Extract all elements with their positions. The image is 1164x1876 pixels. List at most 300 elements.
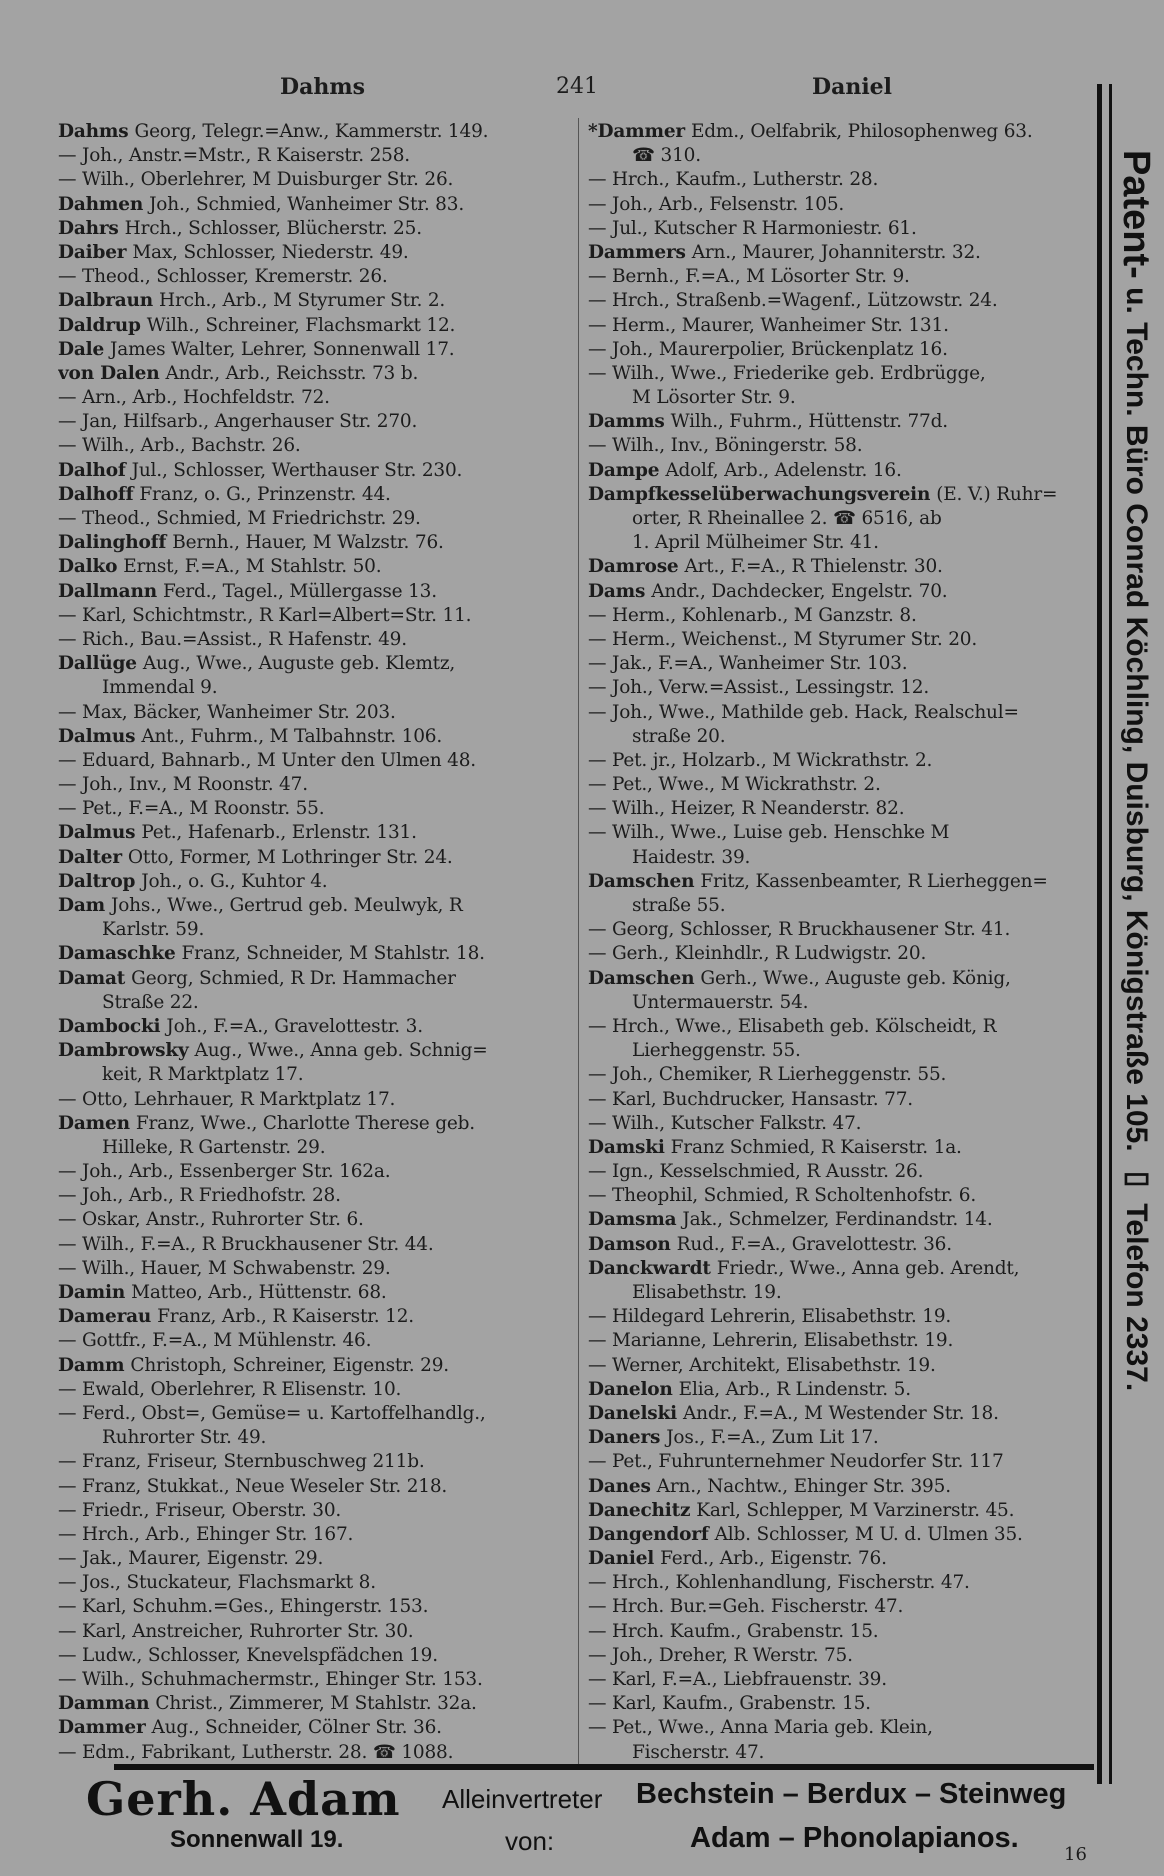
ad-pianos: Adam – Phonolapianos. [690, 1822, 1019, 1854]
entry-surname: Dalko [58, 556, 118, 578]
entry-details: Johs., Wwe., Gertrud geb. Meulwyk, R [111, 895, 463, 916]
directory-entry [588, 555, 1093, 579]
directory-entry-continuation [588, 1644, 1093, 1668]
directory-entry [58, 1015, 568, 1039]
directory-entry-continuation [588, 1716, 1093, 1740]
entry-surname: Damm [58, 1354, 125, 1376]
entry-details: — Ign., Kesselschmied, R Ausstr. 26. [588, 1161, 924, 1183]
directory-entry [58, 314, 568, 338]
entry-details: — Joh., Inv., M Roonstr. 47. [58, 774, 308, 796]
directory-entry-continuation [588, 991, 1093, 1015]
entry-details: Christoph, Schreiner, Eigenstr. 29. [130, 1354, 449, 1376]
entry-details: Otto, Former, M Lothringer Str. 24. [127, 846, 453, 868]
entry-details: Georg, Telegr.=Anw., Kammerstr. 149. [134, 121, 489, 142]
entry-details: Max, Schlosser, Niederstr. 49. [132, 241, 409, 263]
entry-details: Jos., F.=A., Zum Lit 17. [666, 1427, 879, 1449]
directory-entry-continuation [58, 1233, 568, 1257]
entry-details: Rud., F.=A., Gravelottestr. 36. [676, 1233, 952, 1255]
directory-entry-continuation [58, 1475, 568, 1499]
bottom-rule [114, 1764, 1094, 1770]
entry-surname: Dale [58, 338, 105, 360]
side-border-line-thin [1109, 84, 1112, 1784]
directory-entry-continuation [588, 314, 1093, 338]
directory-entry [588, 1426, 1093, 1450]
directory-entry-continuation [588, 265, 1093, 289]
entry-details: Jak., Schmelzer, Ferdinandstr. 14. [682, 1209, 993, 1231]
directory-entry [58, 1305, 568, 1329]
directory-entry-continuation [58, 1184, 568, 1208]
entry-details: — Joh., Arb., R Friedhofstr. 28. [58, 1185, 341, 1207]
entry-details: — Rich., Bau.=Assist., R Hafenstr. 49. [58, 628, 407, 650]
entry-details: 1. April Mülheimer Str. 41. [632, 532, 879, 554]
entry-surname: Damaschke [58, 943, 176, 965]
entry-details: Straße 22. [102, 991, 199, 1013]
directory-entry-continuation [588, 652, 1093, 676]
entry-details: — Wilh., Hauer, M Schwabenstr. 29. [58, 1257, 391, 1279]
directory-entry-continuation [588, 434, 1093, 458]
entry-details: — Herm., Maurer, Wanheimer Str. 131. [588, 314, 949, 336]
directory-entry-continuation [588, 821, 1093, 845]
entry-surname: Damschen [588, 967, 695, 989]
entry-surname: Danckwardt [588, 1257, 711, 1279]
directory-entry [58, 942, 568, 966]
directory-entry-continuation [588, 846, 1093, 870]
directory-entry-continuation [58, 1523, 568, 1547]
entry-details: — Pet. jr., Holzarb., M Wickrathstr. 2. [588, 749, 933, 771]
directory-entry-continuation [58, 1499, 568, 1523]
entry-details: Jul., Schlosser, Werthauser Str. 230. [131, 459, 463, 481]
directory-entry-continuation [58, 1426, 568, 1450]
entry-details: — Joh., Chemiker, R Lierheggenstr. 55. [588, 1064, 947, 1086]
directory-entry [58, 967, 568, 991]
directory-entry-continuation [588, 1063, 1093, 1087]
directory-entry [588, 120, 1093, 144]
entry-details: — Wilh., Oberlehrer, M Duisburger Str. 26. [58, 169, 454, 191]
directory-entry-continuation [58, 1402, 568, 1426]
directory-entry-continuation [588, 144, 1093, 168]
entry-surname: Daldrup [58, 314, 141, 336]
entry-details: Ernst, F.=A., M Stahlstr. 50. [123, 556, 382, 578]
directory-entry-continuation [588, 1595, 1093, 1619]
directory-entry-continuation [58, 628, 568, 652]
entry-details: Joh., F.=A., Gravelottestr. 3. [166, 1015, 423, 1037]
entry-surname: Dalmus [58, 822, 136, 844]
directory-entry-continuation [588, 1329, 1093, 1353]
directory-entry-continuation [588, 1620, 1093, 1644]
entry-details: straße 20. [632, 725, 726, 747]
entry-details: Bernh., Hauer, M Walzstr. 76. [172, 532, 444, 554]
directory-entry-continuation [58, 1257, 568, 1281]
directory-entry [58, 241, 568, 265]
entry-surname: Daiber [58, 241, 127, 263]
entry-surname: Dallüge [58, 653, 137, 675]
directory-entry-continuation [58, 1329, 568, 1353]
entry-details: — Gerh., Kleinhdlr., R Ludwigstr. 20. [588, 943, 927, 965]
directory-entry-continuation [588, 1281, 1093, 1305]
directory-entry [588, 410, 1093, 434]
directory-entry-continuation [58, 144, 568, 168]
entry-details: — Max, Bäcker, Wanheimer Str. 203. [58, 701, 396, 723]
entry-details: — Jos., Stuckateur, Flachsmarkt 8. [58, 1572, 376, 1594]
directory-entry-continuation [588, 1354, 1093, 1378]
directory-entry-continuation [588, 338, 1093, 362]
directory-entry [588, 1523, 1093, 1547]
entry-details: Alb. Schlosser, M U. d. Ulmen 35. [714, 1523, 1023, 1545]
entry-details: — Karl, Schuhm.=Ges., Ehingerstr. 153. [58, 1596, 429, 1618]
directory-entry [588, 870, 1093, 894]
entry-details: M Lösorter Str. 9. [632, 387, 796, 409]
entry-details: Ferd., Tagel., Müllergasse 13. [162, 580, 437, 602]
directory-entry-continuation [588, 797, 1093, 821]
entry-details: — Wilh., Wwe., Luise geb. Henschke M [588, 822, 950, 844]
directory-entry-continuation [58, 1160, 568, 1184]
directory-entry-continuation [588, 168, 1093, 192]
entry-details: — Franz, Friseur, Sternbuschweg 211b. [58, 1451, 425, 1473]
directory-entry-continuation [58, 434, 568, 458]
entry-details: Andr., Arb., Reichsstr. 73 b. [165, 362, 419, 384]
entry-details: — Hrch., Kaufm., Lutherstr. 28. [588, 169, 879, 191]
entry-details: Matteo, Arb., Hüttenstr. 68. [131, 1282, 387, 1303]
entry-details: — Wilh., Kutscher Falkstr. 47. [588, 1112, 862, 1134]
entry-details: — Joh., Anstr.=Mstr., R Kaiserstr. 258. [58, 145, 410, 167]
directory-entry-continuation [58, 1668, 568, 1692]
entry-details: — Karl, Anstreicher, Ruhrorter Str. 30. [58, 1620, 414, 1642]
directory-entry-continuation [58, 265, 568, 289]
directory-entry [588, 241, 1093, 265]
entry-details: — Marianne, Lehrerin, Elisabethstr. 19. [588, 1330, 954, 1352]
entry-details: Franz, o. G., Prinzenstr. 44. [139, 483, 391, 505]
directory-entry [58, 459, 568, 483]
entry-details: (E. V.) Ruhr= [936, 483, 1058, 505]
entry-surname: Dambrowsky [58, 1040, 189, 1062]
entry-details: — Georg, Schlosser, R Bruckhausener Str. 41. [588, 919, 1011, 941]
side-border-line [1097, 84, 1102, 1784]
directory-entry [588, 967, 1093, 991]
entry-details: — Edm., Fabrikant, Lutherstr. 28. ☎ 1088. [58, 1741, 454, 1763]
entry-surname: Dalhoff [58, 483, 134, 505]
entry-surname: Dammers [588, 241, 686, 263]
entry-details: Christ., Zimmerer, M Stahlstr. 32a. [155, 1693, 477, 1715]
directory-entry [588, 1475, 1093, 1499]
directory-entry-continuation [588, 701, 1093, 725]
directory-entry-continuation [588, 918, 1093, 942]
entry-details: — Friedr., Friseur, Oberstr. 30. [58, 1499, 342, 1521]
entry-details: Lierheggenstr. 55. [632, 1040, 801, 1062]
entry-details: Art., F.=A., R Thielenstr. 30. [684, 556, 943, 578]
entry-surname: Damen [58, 1112, 130, 1134]
entry-details: — Pet., Fuhrunternehmer Neudorfer Str. 117 [588, 1451, 1004, 1473]
directory-entry [58, 555, 568, 579]
entry-details: — Wilh., Inv., Böningerstr. 58. [588, 435, 863, 457]
directory-entry-continuation [588, 386, 1093, 410]
entry-details: Aug., Schneider, Cölner Str. 36. [151, 1717, 442, 1739]
entry-details: — Bernh., F.=A., M Lösorter Str. 9. [588, 266, 910, 288]
directory-entry [588, 1257, 1093, 1281]
side-advertisement [1114, 150, 1158, 1710]
entry-details: — Jul., Kutscher R Harmoniestr. 61. [588, 217, 917, 239]
entry-surname: Damerau [58, 1306, 152, 1328]
entry-details: — Herm., Kohlenarb., M Ganzstr. 8. [588, 604, 917, 626]
directory-entry [58, 338, 568, 362]
directory-entry-continuation [58, 1595, 568, 1619]
entry-details: Elisabethstr. 19. [632, 1282, 782, 1303]
directory-entry-continuation [588, 193, 1093, 217]
directory-entry-continuation [58, 410, 568, 434]
entry-surname: Dallmann [58, 580, 157, 602]
entry-details: keit, R Marktplatz 17. [102, 1064, 304, 1086]
entry-surname: Dalhof [58, 459, 126, 481]
directory-entry [588, 459, 1093, 483]
directory-entry-continuation [58, 1547, 568, 1571]
entry-details: — Pet., Wwe., Anna Maria geb. Klein, [588, 1717, 933, 1739]
entry-surname: Dampfkesselüberwachungsverein [588, 483, 931, 505]
directory-entry [58, 1039, 568, 1063]
entry-details: — Pet., F.=A., M Roonstr. 55. [58, 798, 325, 820]
directory-entry-continuation [588, 725, 1093, 749]
entry-details: Hrch., Arb., M Styrumer Str. 2. [159, 290, 446, 312]
directory-entry-continuation [58, 918, 568, 942]
entry-surname: Dalmus [58, 725, 136, 747]
directory-entry-continuation [588, 1692, 1093, 1716]
entry-details: — Otto, Lehrhauer, R Marktplatz 17. [58, 1088, 396, 1110]
entry-details: — Wilh., Heizer, R Neanderstr. 82. [588, 798, 905, 820]
entry-surname: Damson [588, 1233, 671, 1255]
entry-details: Friedr., Wwe., Anna geb. Arendt, [716, 1257, 1020, 1279]
entry-details: Pet., Hafenarb., Erlenstr. 131. [141, 822, 417, 844]
directory-entry [58, 1281, 568, 1305]
footer-signature-number: 16 [1064, 1844, 1087, 1865]
directory-entry-continuation [588, 894, 1093, 918]
entry-details: — Wilh., Arb., Bachstr. 26. [58, 435, 301, 457]
ad-brands: Bechstein – Berdux – Steinweg [636, 1778, 1067, 1810]
directory-entry-continuation [588, 1160, 1093, 1184]
entry-details: — Joh., Dreher, R Werstr. 75. [588, 1644, 853, 1666]
side-ad-patent: Patent- [1115, 150, 1157, 279]
entry-surname: Dalter [58, 846, 122, 868]
entry-surname: Damin [58, 1282, 126, 1303]
directory-entry [588, 1402, 1093, 1426]
directory-entry-continuation [58, 168, 568, 192]
entry-details: — Werner, Architekt, Elisabethstr. 19. [588, 1354, 936, 1376]
directory-entry [588, 1136, 1093, 1160]
directory-entry [58, 193, 568, 217]
directory-entry-continuation [588, 1015, 1093, 1039]
entry-details: — Karl, Buchdrucker, Hansastr. 77. [588, 1088, 913, 1110]
entry-surname: Damman [58, 1693, 150, 1715]
entry-details: — Hrch. Kaufm., Grabenstr. 15. [588, 1620, 879, 1642]
entry-details: Edm., Oelfabrik, Philosophenweg 63. [690, 121, 1033, 142]
entry-details: Andr., Dachdecker, Engelstr. 70. [651, 580, 948, 602]
directory-entry-continuation [588, 749, 1093, 773]
entry-details: — Theod., Schlosser, Kremerstr. 26. [58, 266, 388, 288]
directory-entry [58, 580, 568, 604]
entry-details: — Hrch., Kohlenhandlung, Fischerstr. 47. [588, 1572, 970, 1594]
directory-entry-continuation [58, 1450, 568, 1474]
entry-details: — Joh., Verw.=Assist., Lessingstr. 12. [588, 677, 930, 699]
entry-details: — Herm., Weichenst., M Styrumer Str. 20. [588, 628, 978, 650]
entry-surname: Dampe [588, 459, 660, 481]
entry-details: Wilh., Schreiner, Flachsmarkt 12. [146, 314, 456, 336]
entry-surname: Dangendorf [588, 1523, 709, 1545]
entry-surname: Daltrop [58, 870, 136, 892]
directory-entry [58, 1354, 568, 1378]
entry-details: Untermauerstr. 54. [632, 991, 809, 1013]
directory-entry-continuation [588, 1305, 1093, 1329]
header-right-keyword: Daniel [812, 74, 893, 100]
entry-details: Haidestr. 39. [632, 846, 751, 868]
entry-details: — Joh., Arb., Felsenstr. 105. [588, 193, 845, 215]
directory-entry-continuation [588, 507, 1093, 531]
directory-entry [588, 1378, 1093, 1402]
side-ad-text: u. Techn. Büro Conrad Köchling, Duisburg, Königstraße 105. ▭ Telefon 2337. [1120, 278, 1153, 1392]
entry-details: Arn., Maurer, Johanniterstr. 32. [691, 241, 981, 263]
entry-details: Andr., F.=A., M Westender Str. 18. [682, 1402, 999, 1424]
directory-entry-continuation [58, 676, 568, 700]
entry-details: — Joh., Arb., Essenberger Str. 162a. [58, 1161, 391, 1183]
directory-entry-continuation [58, 507, 568, 531]
directory-entry-continuation [58, 1741, 568, 1765]
entry-details: Franz Schmied, R Kaiserstr. 1a. [670, 1136, 962, 1158]
directory-entry-continuation [588, 217, 1093, 241]
entry-details: — Jak., F.=A., Wanheimer Str. 103. [588, 653, 908, 675]
entry-details: Hrch., Schlosser, Blücherstr. 25. [124, 217, 422, 239]
entry-details: — Wilh., Wwe., Friederike geb. Erdbrügge, [588, 362, 986, 384]
entry-surname: Daniel [588, 1548, 655, 1570]
entry-details: Ferd., Arb., Eigenstr. 76. [660, 1548, 887, 1570]
directory-entry [58, 725, 568, 749]
entry-surname: Damms [588, 411, 665, 433]
directory-entry-continuation [588, 773, 1093, 797]
entry-surname: von Dalen [58, 362, 160, 384]
directory-entry-continuation [58, 797, 568, 821]
entry-surname: Dalinghoff [58, 532, 167, 554]
entry-details: Georg, Schmied, R Dr. Hammacher [131, 967, 456, 989]
entry-surname: Damschen [588, 870, 695, 892]
entry-details: straße 55. [632, 895, 726, 916]
directory-entry [58, 652, 568, 676]
directory-entry-continuation [588, 1112, 1093, 1136]
entry-details: Elia, Arb., R Lindenstr. 5. [678, 1378, 911, 1400]
entry-details: — Ludw., Schlosser, Knevelspfädchen 19. [58, 1644, 438, 1666]
directory-entry-continuation [588, 289, 1093, 313]
directory-entry-continuation [58, 773, 568, 797]
entry-details: Adolf, Arb., Adelenstr. 16. [665, 459, 902, 481]
entry-details: — Hrch. Bur.=Geh. Fischerstr. 47. [588, 1596, 904, 1618]
directory-entry-continuation [58, 1620, 568, 1644]
directory-entry [58, 120, 568, 144]
directory-entry [588, 580, 1093, 604]
entry-details: — Oskar, Anstr., Ruhrorter Str. 6. [58, 1209, 364, 1231]
right-column [588, 120, 1093, 1765]
entry-details: orter, R Rheinallee 2. ☎ 6516, ab [632, 508, 942, 529]
directory-entry [588, 483, 1093, 507]
directory-entry [58, 1716, 568, 1740]
ad-address: Sonnenwall 19. [170, 1826, 344, 1853]
entry-details: — Karl, Kaufm., Grabenstr. 15. [588, 1693, 871, 1715]
directory-entry-continuation [58, 749, 568, 773]
entry-surname: Danelon [588, 1378, 673, 1400]
directory-entry [58, 289, 568, 313]
entry-details: Franz, Arb., R Kaiserstr. 12. [157, 1306, 414, 1328]
directory-entry-continuation [588, 942, 1093, 966]
entry-surname: Damrose [588, 556, 679, 578]
entry-details: Arn., Nachtw., Ehinger Str. 395. [656, 1475, 951, 1497]
directory-entry-continuation [588, 362, 1093, 386]
entry-surname: Danes [588, 1475, 651, 1497]
entry-surname: Dahmen [58, 193, 144, 215]
entry-details: Ruhrorter Str. 49. [102, 1427, 267, 1449]
directory-entry-continuation [58, 1063, 568, 1087]
entry-details: Aug., Wwe., Auguste geb. Klemtz, [142, 653, 456, 675]
directory-entry-continuation [588, 604, 1093, 628]
directory-entry-continuation [58, 386, 568, 410]
entry-details: — Joh., Wwe., Mathilde geb. Hack, Realschul= [588, 701, 1019, 723]
directory-entry-continuation [588, 1184, 1093, 1208]
directory-entry-continuation [58, 701, 568, 725]
directory-entry-continuation [588, 628, 1093, 652]
directory-entry-continuation [58, 1208, 568, 1232]
directory-entry-continuation [588, 531, 1093, 555]
entry-details: — Ewald, Oberlehrer, R Elisenstr. 10. [58, 1378, 402, 1400]
entry-details: ☎ 310. [632, 145, 701, 167]
entry-details: Karl, Schlepper, M Varzinerstr. 45. [696, 1499, 1015, 1521]
entry-surname: Dams [588, 580, 646, 602]
directory-entry [58, 1112, 568, 1136]
directory-entry-continuation [588, 1741, 1093, 1765]
directory-entry-continuation [588, 1450, 1093, 1474]
page-number: 241 [556, 74, 598, 99]
directory-entry [58, 531, 568, 555]
entry-details: Hilleke, R Gartenstr. 29. [102, 1136, 326, 1158]
entry-details: — Arn., Arb., Hochfeldstr. 72. [58, 387, 330, 409]
ad-von-label: von: [505, 1826, 555, 1856]
directory-entry [588, 1547, 1093, 1571]
entry-surname: Danechitz [588, 1499, 691, 1521]
directory-entry [58, 870, 568, 894]
directory-entry-continuation [58, 1644, 568, 1668]
entry-details: Franz, Schneider, M Stahlstr. 18. [181, 943, 485, 965]
directory-entry [588, 1233, 1093, 1257]
entry-surname: Dalbraun [58, 290, 154, 312]
directory-entry [58, 894, 568, 918]
left-column [58, 120, 568, 1765]
directory-entry [58, 821, 568, 845]
ad-company-name: Gerh. Adam [86, 1772, 401, 1826]
entry-details: — Theod., Schmied, M Friedrichstr. 29. [58, 508, 421, 529]
entry-details: — Joh., Maurerpolier, Brückenplatz 16. [588, 338, 948, 360]
directory-entry-continuation [58, 1088, 568, 1112]
entry-details: Karlstr. 59. [102, 919, 205, 941]
entry-details: — Karl, F.=A., Liebfrauenstr. 39. [588, 1669, 887, 1690]
directory-entry-continuation [58, 991, 568, 1015]
entry-details: Franz, Wwe., Charlotte Therese geb. [135, 1112, 475, 1134]
entry-details: — Pet., Wwe., M Wickrathstr. 2. [588, 774, 881, 796]
entry-surname: *Dammer [588, 121, 685, 142]
entry-surname: Dambocki [58, 1015, 161, 1037]
entry-details: — Wilh., Schuhmachermstr., Ehinger Str. 153. [58, 1669, 483, 1690]
directory-entry [588, 1208, 1093, 1232]
directory-entry-continuation [588, 1571, 1093, 1595]
entry-details: — Jak., Maurer, Eigenstr. 29. [58, 1548, 324, 1570]
entry-surname: Dammer [58, 1717, 146, 1739]
directory-entry [58, 362, 568, 386]
entry-details: — Franz, Stukkat., Neue Weseler Str. 218. [58, 1475, 448, 1497]
entry-details: Ant., Fuhrm., M Talbahnstr. 106. [141, 725, 443, 747]
entry-details: — Wilh., F.=A., R Bruckhausener Str. 44. [58, 1233, 434, 1255]
directory-entry [58, 483, 568, 507]
entry-details: — Eduard, Bahnarb., M Unter den Ulmen 48. [58, 749, 476, 771]
entry-details: — Ferd., Obst=, Gemüse= u. Kartoffelhandlg., [58, 1402, 486, 1424]
